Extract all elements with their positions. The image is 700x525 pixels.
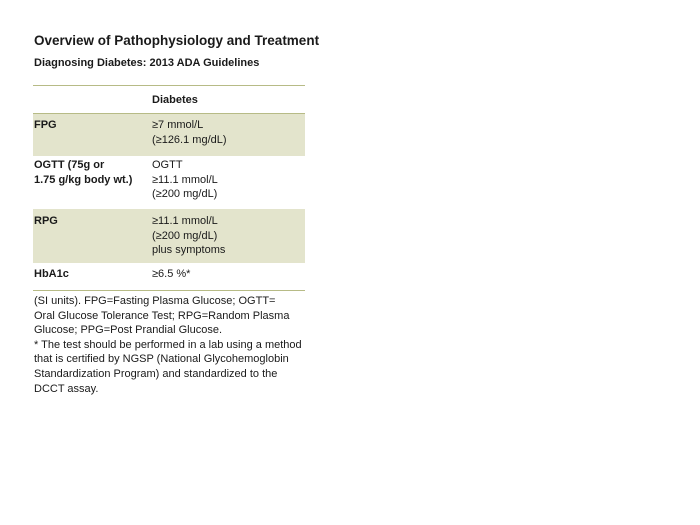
row-label [33,156,152,209]
row-label [33,114,152,156]
footnote-line: Glucose; PPG=Post Prandial Glucose. [34,324,223,337]
row-value [152,263,305,290]
row-value-line: ≥11.1 mmol/L [152,173,218,186]
row-label-line: OGTT (75g or [34,159,105,171]
row-value-line: (≥126.1 mg/dL) [152,133,227,146]
row-label-line: HbA1c [34,268,69,280]
footnote-line: (SI units). FPG=Fasting Plasma Glucose; OGTT= [34,295,276,307]
row-value [152,209,305,263]
row-label [33,209,152,263]
page-title: Overview of Pathophysiology and Treatment [34,33,320,48]
footnote-line: * The test should be performed in a lab using a method [34,338,302,351]
row-label-line: 1.75 g/kg body wt.) [34,173,133,186]
row-value-line: plus symptoms [152,244,226,256]
table-row-hba1c [33,263,305,290]
row-value-line: OGTT [152,159,183,171]
page-subtitle: Diagnosing Diabetes: 2013 ADA Guidelines [34,57,260,69]
row-value-line: ≥6.5 %* [152,268,191,280]
table-row-fpg [33,114,305,156]
footnote [34,294,324,396]
column-header-diabetes: Diabetes [152,94,198,106]
footnote-line: DCCT assay. [34,382,99,395]
table-row-rpg [33,209,305,263]
row-label-line: RPG [34,215,58,227]
footnote-line: Standardization Program) and standardized to the [34,367,278,380]
table-header-row [33,86,305,114]
diagnosis-table [33,85,305,291]
table-row-ogtt [33,156,305,209]
row-value-line: (≥200 mg/dL) [152,229,218,242]
footnote-line: Oral Glucose Tolerance Test; RPG=Random Plasma [34,309,290,322]
header-label-cell [33,86,152,113]
row-label-line: FPG [34,119,57,131]
row-value [152,114,305,156]
row-value-line: (≥200 mg/dL) [152,188,218,200]
row-value-line: ≥11.1 mmol/L [152,215,218,227]
row-label [33,263,152,290]
row-value [152,156,305,209]
footnote-line: that is certified by NGSP (National Glycohemoglobin [34,353,289,366]
row-value-line: ≥7 mmol/L [152,119,204,131]
